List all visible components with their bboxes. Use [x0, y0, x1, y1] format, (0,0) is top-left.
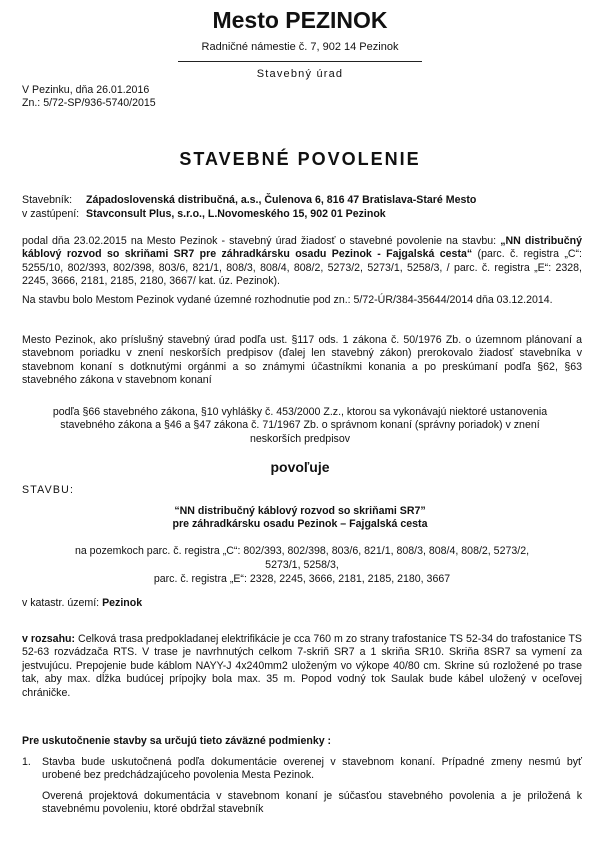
cadastre-value: Pezinok [102, 597, 143, 609]
builder-row [22, 194, 582, 207]
scope-paragraph [22, 633, 582, 700]
cadastre-label: v katastr. území: [22, 597, 100, 609]
parcels-c-line2: 5273/1, 5258/3, [265, 559, 339, 571]
building-place: pre záhradkársku osadu Pezinok – Fajgalská cesta [172, 518, 428, 530]
stavbu-label: STAVBU: [22, 484, 75, 496]
application-parcels: (parc. č. registra „C“: 5255/10, 802/393, 802/398, 803/6, 821/1, 808/3, 808/4, 808/2, 5273/2, 5273/1, 5258/3, / parc. č. registra „E“: 2328, 2245, 3666, 2181, 2185, 2180, 3667/ kat. úz. Pezinok). [22, 248, 582, 288]
condition-1-text: Stavba bude uskutočnená podľa dokumentácie overenej v stavebnom konaní. Prípadné zmeny nesmú byť urobené bez predchádzajúceho povolenia Mesta Pezinok. [42, 756, 582, 782]
representative-row [22, 208, 582, 221]
condition-1-number: 1. [22, 756, 31, 768]
header-divider [178, 61, 422, 62]
builder-value: Západoslovenská distribučná, a.s., Čulenova 6, 816 47 Bratislava-Staré Mesto [86, 194, 477, 206]
condition-1-note: Overená projektová dokumentácia v stavebnom konaní je súčasťou stavebného povolenia a je priložená k stavebnému povoleniu, ktoré obdržal stavebník [42, 790, 582, 816]
document-title: STAVEBNÉ POVOLENIE [179, 149, 421, 169]
parcels-c-line: na pozemkoch parc. č. registra „C“: 802/393, 802/398, 803/6, 821/1, 808/3, 808/4, 808/2, 5273/2, [74, 545, 530, 557]
city-title: Mesto PEZINOK [212, 7, 388, 33]
representative-label: v zastúpení: [22, 208, 80, 220]
conditions-heading: Pre uskutočnenie stavby sa určujú tieto záväzné podmienky : [22, 735, 332, 747]
decision-word: povoľuje [270, 459, 330, 475]
representative-value: Stavconsult Plus, s.r.o., L.Novomeského 15, 902 01 Pezinok [86, 208, 386, 220]
application-intro: podal dňa 23.02.2015 na Mesto Pezinok - stavebný úrad žiadosť o stavebné povolenie na stavbu: [22, 235, 497, 247]
parcels-e-line: parc. č. registra „E“: 2328, 2245, 3666, 2181, 2185, 2180, 3667 [153, 573, 451, 585]
reference-number: Zn.: 5/72-SP/936-5740/2015 [22, 97, 156, 109]
cadastre-row [22, 597, 142, 610]
procedure-paragraph: Mesto Pezinok, ako príslušný stavebný úrad podľa ust. §117 ods. 1 zákona č. 50/1976 Zb. o územnom plánovaní a stavebnom poriadku v znení neskorších predpisov (ďalej len stavebný zákon) prerokovalo žiadosť stavebníka v stavebnom konaní s dotknutými orgánmi a so známymi účastníkmi konania a po preskúmaní podľa §62, §63 stavebného zákona v stavebnom konaní [22, 334, 582, 387]
scope-label: v rozsahu: [22, 633, 76, 645]
builder-label: Stavebník: [22, 194, 73, 206]
office-address: Radničné námestie č. 7, 902 14 Pezinok [201, 41, 399, 53]
building-name: “NN distribučný káblový rozvod so skriňami SR7” [174, 505, 426, 517]
building-name-inline: „NN distribučný káblový rozvod so skriňami SR7 pre záhradkársku osadu Pezinok - Fajgalská cesta“ [22, 235, 582, 261]
office-name: Stavebný úrad [256, 68, 344, 80]
legal-basis-paragraph: podľa §66 stavebného zákona, §10 vyhlášky č. 453/2000 Z.z., ktorou sa vykonávajú niektoré ustanovenia stavebného zákona a §46 a §47 zákona č. 71/1967 Zb. o správnom konaní (správny poriadok) v znení neskorších predpisov [52, 406, 548, 445]
date-line: V Pezinku, dňa 26.01.2016 [22, 84, 150, 96]
zoning-paragraph: Na stavbu bolo Mestom Pezinok vydané územné rozhodnutie pod zn.: 5/72-ÚR/384-35644/2014 dňa 03.12.2014. [22, 294, 553, 306]
scope-text: Celková trasa predpokladanej elektrifikácie je cca 760 m zo strany trafostanice TS 52-34 do trafostanice TS 52-63 rozvádzača RTS. V trase je navrhnutých celkom 7-skriň SR7 a 1 skriňa SR10. Skriňa 8SR7 sa vymení za jestvujúcu. Prepojenie bude káblom NAYY-J 4x240mm2 uloženým vo výkope 40/80 cm. Skrine sú rozložené po trase tak, aby max. dĺžka budúcej prípojky bola max. 35 m. Popod vodný tok Saulak bude kábel uložený v oceľovej chráničke. [22, 633, 582, 699]
application-paragraph [22, 235, 582, 289]
